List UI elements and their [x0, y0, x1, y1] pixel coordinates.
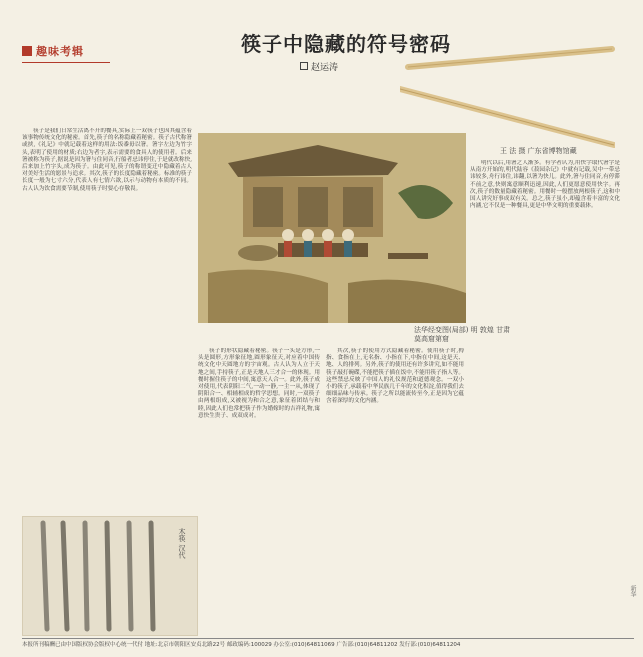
column-3-text: 其次,筷子的使用方式隐藏着秘密。使用筷子时,拇指、食指在上,无名指、小指在下,中指在中间,这是天、地、人的排列。另外,筷子的使用还有许多讲究,如不能用筷子敲打碗碟,不能把筷子插在饭中,不能用筷子指人等。这些禁忌反映了中国人的礼仪规范和道德观念。一双小小的筷子,承载着中华民族几千年的文化积淀,值得我们去细细品味与传承。筷子之所以能流传至今,正是因为它蕴含着深厚的文化内涵。 [326, 348, 464, 405]
column-2-text: 筷子的形状隐藏着秘密。筷子一头是方形,一头是圆形,方形象征地,圆形象征天,对应着中国传统文化中天圆地方的宇宙观。古人认为人立于天地之间,手持筷子,正是天地人三才合一的体现。用餐时握住筷子的中间,寓意天人合一。此外,筷子成对使用,代表阴阳二气,一动一静,一主一从,体现了阴阳合一、相辅相成的哲学思想。同时,一双筷子由两根组成,又被视为和合之意,象征着团结与和睦,因此人们也常把筷子作为婚嫁时的吉祥礼物,寓意快生贵子、成双成对。 [198, 348, 320, 419]
chopsticks-caption: 王 法 摄 广东省博物馆藏 [500, 147, 577, 155]
text-column-4 [470, 160, 620, 632]
page-number: 新华 [629, 585, 636, 597]
ancient-caption: 木筷 汉代 [178, 528, 186, 559]
ancient-painting [198, 133, 466, 323]
text-column-2 [198, 348, 320, 632]
footer-bar [22, 638, 634, 653]
section-mark-icon [22, 46, 32, 56]
author-line [300, 60, 338, 73]
painting-scene [198, 133, 466, 323]
section-rule [22, 62, 110, 63]
section-tag-text: 趣味考辑 [36, 45, 84, 58]
author-name: 赵运涛 [311, 63, 339, 73]
text-column-1 [22, 128, 192, 512]
article-title: 筷子中隐藏的符号密码 [241, 32, 451, 56]
text-column-3 [326, 348, 464, 632]
column-4-text: 明代以后,用箸之人渐多。有学者认为,用快字取代箸字是从南方开始的,明代陆容《菽园杂记》中就有记载,吴中一带忌讳较多,舟行讳住,讳翻,以箸为快儿。此外,箸与住同音,有停滞不前之意,快则寓意顺利迅速,因此,人们更愿意使用快字。再次,筷子的数量隐藏着秘密。用餐时一般摆放两根筷子,这和中国人讲究好事成双有关。总之,筷子虽小,却蕴含着丰富的文化内涵,它不仅是一种餐具,更是中华文明的重要载体。 [470, 160, 620, 210]
ancient-chopsticks-drawing [23, 517, 197, 635]
column-1-text: 筷子是我们日常生活离不开的餐具,实际上一双筷子也因其蕴含着该事物传统文化的秘密。首先,筷子的名称隐藏着秘密。筷子古代称箸或挟,《礼记》中就记载着这样的用法:饭黍毋以箸。箸字左边为竹字头,表明了使用的材质;右边为者字,表示需要的食具人的使用者。后来箸被称为筷子,据说是因为箸与住同音,行船者忌讳停住,于是就改称快,后来加上竹字头,成为筷子。由此可见,筷子的称谓变迁中隐藏着古人对美好生活的愿景与追求。其次,筷子的长度隐藏着秘密。标准的筷子长度一般为七寸六分,代表人有七情六欲,以示与动物有本质的不同。古人认为饮食需要节制,使用筷子时要心存敬畏。 [22, 128, 192, 192]
footer-text: 本报所刊稿酬已由中国版权协会版权中心统一代付 地址:北京市朝阳区安贞北路22号 邮政编码:100029 办公室:(010)64811069 广告部:(010)64811202 发行部:(010)64811204 [22, 642, 461, 648]
section-tag [22, 43, 110, 63]
author-box-icon [300, 62, 308, 70]
painting-caption: 法华经变图(局部) 明 敦煌 甘肃莫高窟第窟 [414, 326, 511, 343]
